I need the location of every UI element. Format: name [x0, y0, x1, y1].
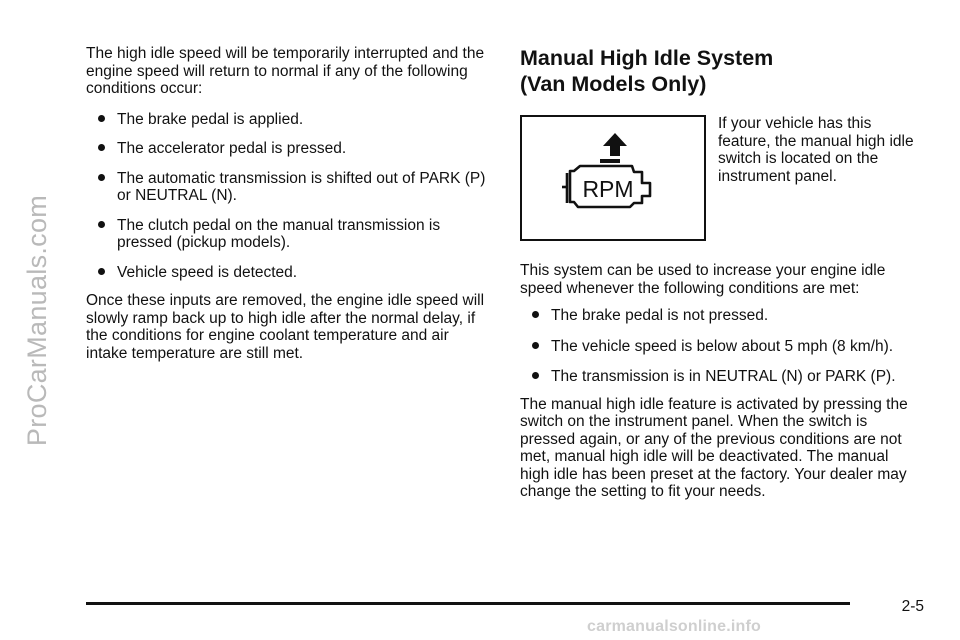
- rpm-label: RPM: [582, 176, 634, 202]
- list-item: The brake pedal is not pressed.: [520, 307, 920, 325]
- left-closing: Once these inputs are removed, the engine idle speed will slowly ramp back up to high idle after the normal delay, if the conditions for engine coolant temperature and air intake temperature are still met.: [86, 292, 485, 362]
- list-item: Vehicle speed is detected.: [86, 264, 486, 282]
- left-bullet-list: [86, 111, 486, 282]
- right-closing: The manual high idle feature is activated by pressing the switch on the instrument panel. When the switch is pressed again, or any of the previous conditions are not met, manual high idle will be deactivated. The manual high idle has been preset at the factory. Your dealer may change the setting to fit your needs.: [520, 395, 908, 500]
- watermark: [8, 0, 68, 640]
- list-item: The brake pedal is applied.: [86, 111, 486, 129]
- figure-caption: If your vehicle has this feature, the manual high idle switch is located on the instrument panel.: [718, 115, 914, 185]
- page-number: 2-5: [901, 598, 924, 615]
- list-item: The automatic transmission is shifted out of PARK (P) or NEUTRAL (N).: [86, 170, 486, 205]
- left-intro: The high idle speed will be temporarily interrupted and the engine speed will return to normal if any of the following conditions occur:: [86, 45, 485, 97]
- rpm-figure: [520, 115, 706, 241]
- list-item: The transmission is in NEUTRAL (N) or PARK (P).: [520, 368, 920, 386]
- figure-row: [520, 115, 920, 241]
- right-column: [520, 45, 920, 501]
- right-bullet-list: [520, 307, 920, 386]
- list-item: The clutch pedal on the manual transmission is pressed (pickup models).: [86, 217, 486, 252]
- section-title: Manual High Idle System: [520, 46, 774, 70]
- list-item: The vehicle speed is below about 5 mph (8 km/h).: [520, 338, 920, 356]
- list-item: The accelerator pedal is pressed.: [86, 140, 486, 158]
- right-intro: This system can be used to increase your engine idle speed whenever the following conditions are met:: [520, 262, 886, 297]
- footer-rule: [86, 602, 850, 605]
- left-column: [86, 45, 486, 362]
- site-watermark: carmanualsonline.info: [587, 618, 762, 635]
- section-subtitle: (Van Models Only): [520, 72, 707, 96]
- watermark-text: ProCarManuals.com: [22, 194, 53, 446]
- rpm-up-arrow-icon: [522, 117, 704, 239]
